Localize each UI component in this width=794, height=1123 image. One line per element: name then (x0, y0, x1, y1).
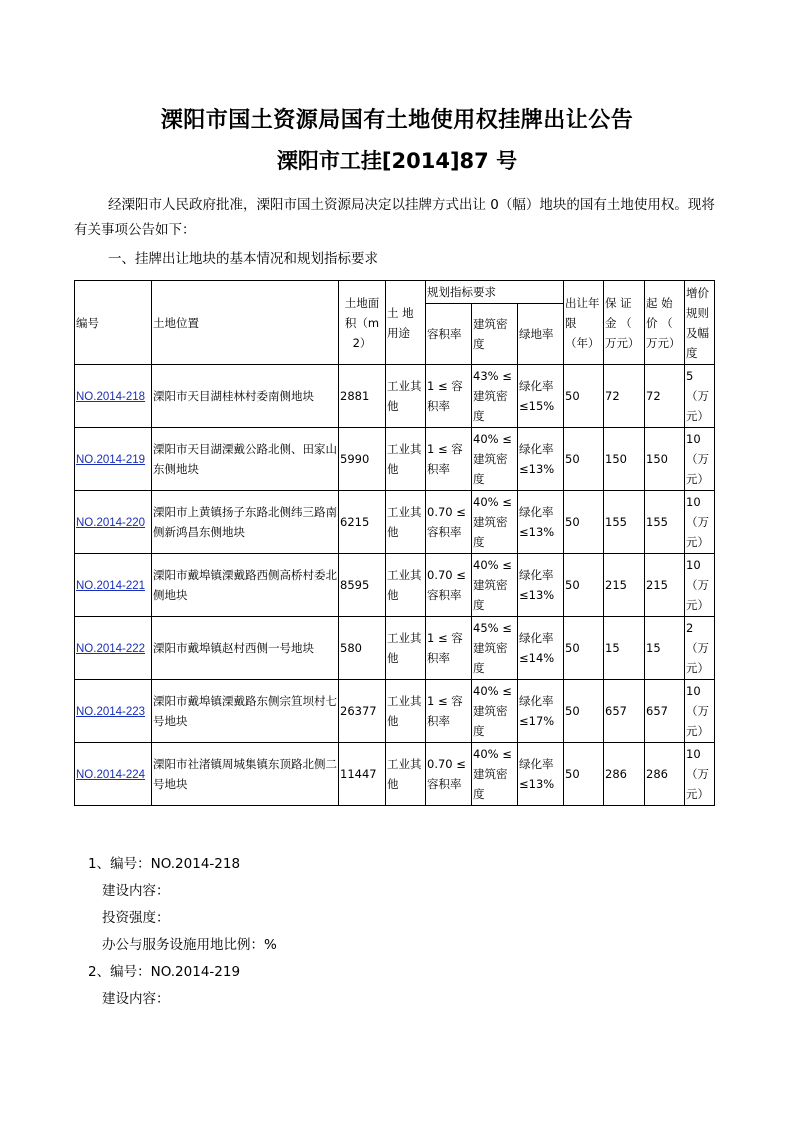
cell-code (75, 491, 152, 554)
table-row (75, 743, 715, 806)
cell-deposit: 286 (604, 743, 645, 806)
cell-density: 40% ≤ 建筑密度 (472, 491, 518, 554)
cell-green: 绿化率 ≤13% (518, 743, 564, 806)
cell-deposit: 150 (604, 428, 645, 491)
cell-start-price: 15 (645, 617, 685, 680)
parcel-code-link[interactable]: NO.2014-222 (76, 642, 146, 655)
cell-area: 26377 (339, 680, 386, 743)
parcel-code-link[interactable]: NO.2014-221 (76, 579, 146, 592)
parcel-table (74, 280, 715, 806)
cell-increment: 10 （万元） (685, 554, 715, 617)
cell-location: 溧阳市社渚镇周城集镇东顶路北侧二号地块 (152, 743, 339, 806)
cell-use: 工业其他 (386, 491, 426, 554)
cell-code (75, 365, 152, 428)
cell-term: 50 (564, 617, 604, 680)
cell-far: 1 ≤ 容积率 (426, 680, 472, 743)
cell-far: 1 ≤ 容积率 (426, 365, 472, 428)
header-planning: 规划指标要求 (426, 281, 564, 304)
detail-item-1-ratio: 办公与服务设施用地比例：% (102, 937, 277, 953)
cell-far: 0.70 ≤ 容积率 (426, 491, 472, 554)
cell-green: 绿化率 ≤14% (518, 617, 564, 680)
table-row (75, 365, 715, 428)
cell-green: 绿化率 ≤13% (518, 491, 564, 554)
header-use: 土 地用途 (386, 281, 426, 365)
cell-code (75, 428, 152, 491)
cell-increment: 10 （万元） (685, 743, 715, 806)
cell-density: 43% ≤ 建筑密度 (472, 365, 518, 428)
parcel-code-link[interactable]: NO.2014-223 (76, 705, 146, 718)
cell-green: 绿化率 ≤13% (518, 554, 564, 617)
cell-green: 绿化率 ≤13% (518, 428, 564, 491)
cell-area: 5990 (339, 428, 386, 491)
table-row (75, 491, 715, 554)
cell-use: 工业其他 (386, 680, 426, 743)
cell-use: 工业其他 (386, 617, 426, 680)
cell-use: 工业其他 (386, 365, 426, 428)
table-row (75, 554, 715, 617)
cell-area: 11447 (339, 743, 386, 806)
cell-green: 绿化率 ≤17% (518, 680, 564, 743)
cell-increment: 10 （万元） (685, 680, 715, 743)
detail-item-1-invest: 投资强度： (102, 910, 170, 926)
section-heading: 一、挂牌出让地块的基本情况和规划指标要求 (108, 251, 378, 267)
detail-item-1-title: 1、编号：NO.2014-218 (88, 856, 241, 872)
parcel-code-link[interactable]: NO.2014-224 (76, 768, 146, 781)
cell-start-price: 150 (645, 428, 685, 491)
detail-item-2-content: 建设内容： (102, 991, 170, 1007)
header-increment: 增价规则及幅度 (685, 281, 715, 365)
header-far: 容积率 (426, 304, 472, 365)
cell-start-price: 286 (645, 743, 685, 806)
header-green: 绿地率 (518, 304, 564, 365)
cell-increment: 2 （万元） (685, 617, 715, 680)
detail-item-2-title: 2、编号：NO.2014-219 (88, 964, 241, 980)
cell-start-price: 72 (645, 365, 685, 428)
cell-far: 1 ≤ 容积率 (426, 617, 472, 680)
header-density: 建筑密度 (472, 304, 518, 365)
parcel-code-link[interactable]: NO.2014-218 (76, 390, 146, 403)
cell-location: 溧阳市戴埠镇赵村西侧一号地块 (152, 617, 339, 680)
header-location: 土地位置 (152, 281, 339, 365)
cell-use: 工业其他 (386, 554, 426, 617)
cell-increment: 10 （万元） (685, 428, 715, 491)
document-title: 溧阳市国土资源局国有土地使用权挂牌出让公告 (160, 108, 634, 133)
cell-location: 溧阳市天目湖桂林村委南侧地块 (152, 365, 339, 428)
document-number: 溧阳市工挂[2014]87 号 (276, 149, 518, 173)
table-row (75, 680, 715, 743)
cell-area: 580 (339, 617, 386, 680)
cell-density: 40% ≤ 建筑密度 (472, 680, 518, 743)
cell-code (75, 743, 152, 806)
cell-increment: 5 （万元） (685, 365, 715, 428)
cell-deposit: 15 (604, 617, 645, 680)
cell-increment: 10 （万元） (685, 491, 715, 554)
cell-deposit: 72 (604, 365, 645, 428)
parcel-code-link[interactable]: NO.2014-219 (76, 453, 146, 466)
cell-term: 50 (564, 554, 604, 617)
parcel-code-link[interactable]: NO.2014-220 (76, 516, 146, 529)
cell-area: 8595 (339, 554, 386, 617)
cell-density: 40% ≤ 建筑密度 (472, 743, 518, 806)
cell-start-price: 155 (645, 491, 685, 554)
cell-code (75, 554, 152, 617)
cell-term: 50 (564, 365, 604, 428)
detail-item-1-content: 建设内容： (102, 883, 170, 899)
cell-term: 50 (564, 428, 604, 491)
header-term: 出让年限（年） (564, 281, 604, 365)
header-start-price: 起 始价 （ 万元） (645, 281, 685, 365)
cell-far: 0.70 ≤ 容积率 (426, 743, 472, 806)
header-deposit: 保 证金 （ 万元） (604, 281, 645, 365)
cell-term: 50 (564, 680, 604, 743)
cell-area: 6215 (339, 491, 386, 554)
cell-density: 40% ≤ 建筑密度 (472, 554, 518, 617)
table-row (75, 617, 715, 680)
cell-term: 50 (564, 491, 604, 554)
cell-location: 溧阳市天目湖溧戴公路北侧、田家山东侧地块 (152, 428, 339, 491)
header-code: 编号 (75, 281, 152, 365)
cell-code (75, 617, 152, 680)
cell-area: 2881 (339, 365, 386, 428)
cell-density: 45% ≤ 建筑密度 (472, 617, 518, 680)
header-area: 土地面积（m2） (339, 281, 386, 365)
intro-paragraph: 经溧阳市人民政府批准，溧阳市国土资源局决定以挂牌方式出让 0（幅）地块的国有土地使用权。现将有关事项公告如下： (74, 197, 715, 238)
cell-deposit: 657 (604, 680, 645, 743)
cell-use: 工业其他 (386, 743, 426, 806)
cell-density: 40% ≤ 建筑密度 (472, 428, 518, 491)
cell-use: 工业其他 (386, 428, 426, 491)
cell-location: 溧阳市戴埠镇溧戴路西侧高桥村委北侧地块 (152, 554, 339, 617)
cell-deposit: 155 (604, 491, 645, 554)
table-row (75, 428, 715, 491)
cell-far: 1 ≤ 容积率 (426, 428, 472, 491)
cell-green: 绿化率 ≤15% (518, 365, 564, 428)
cell-start-price: 657 (645, 680, 685, 743)
cell-start-price: 215 (645, 554, 685, 617)
cell-location: 溧阳市上黄镇扬子东路北侧纬三路南侧新鸿昌东侧地块 (152, 491, 339, 554)
cell-deposit: 215 (604, 554, 645, 617)
cell-term: 50 (564, 743, 604, 806)
cell-location: 溧阳市戴埠镇溧戴路东侧宗笪坝村七号地块 (152, 680, 339, 743)
cell-code (75, 680, 152, 743)
cell-far: 0.70 ≤ 容积率 (426, 554, 472, 617)
